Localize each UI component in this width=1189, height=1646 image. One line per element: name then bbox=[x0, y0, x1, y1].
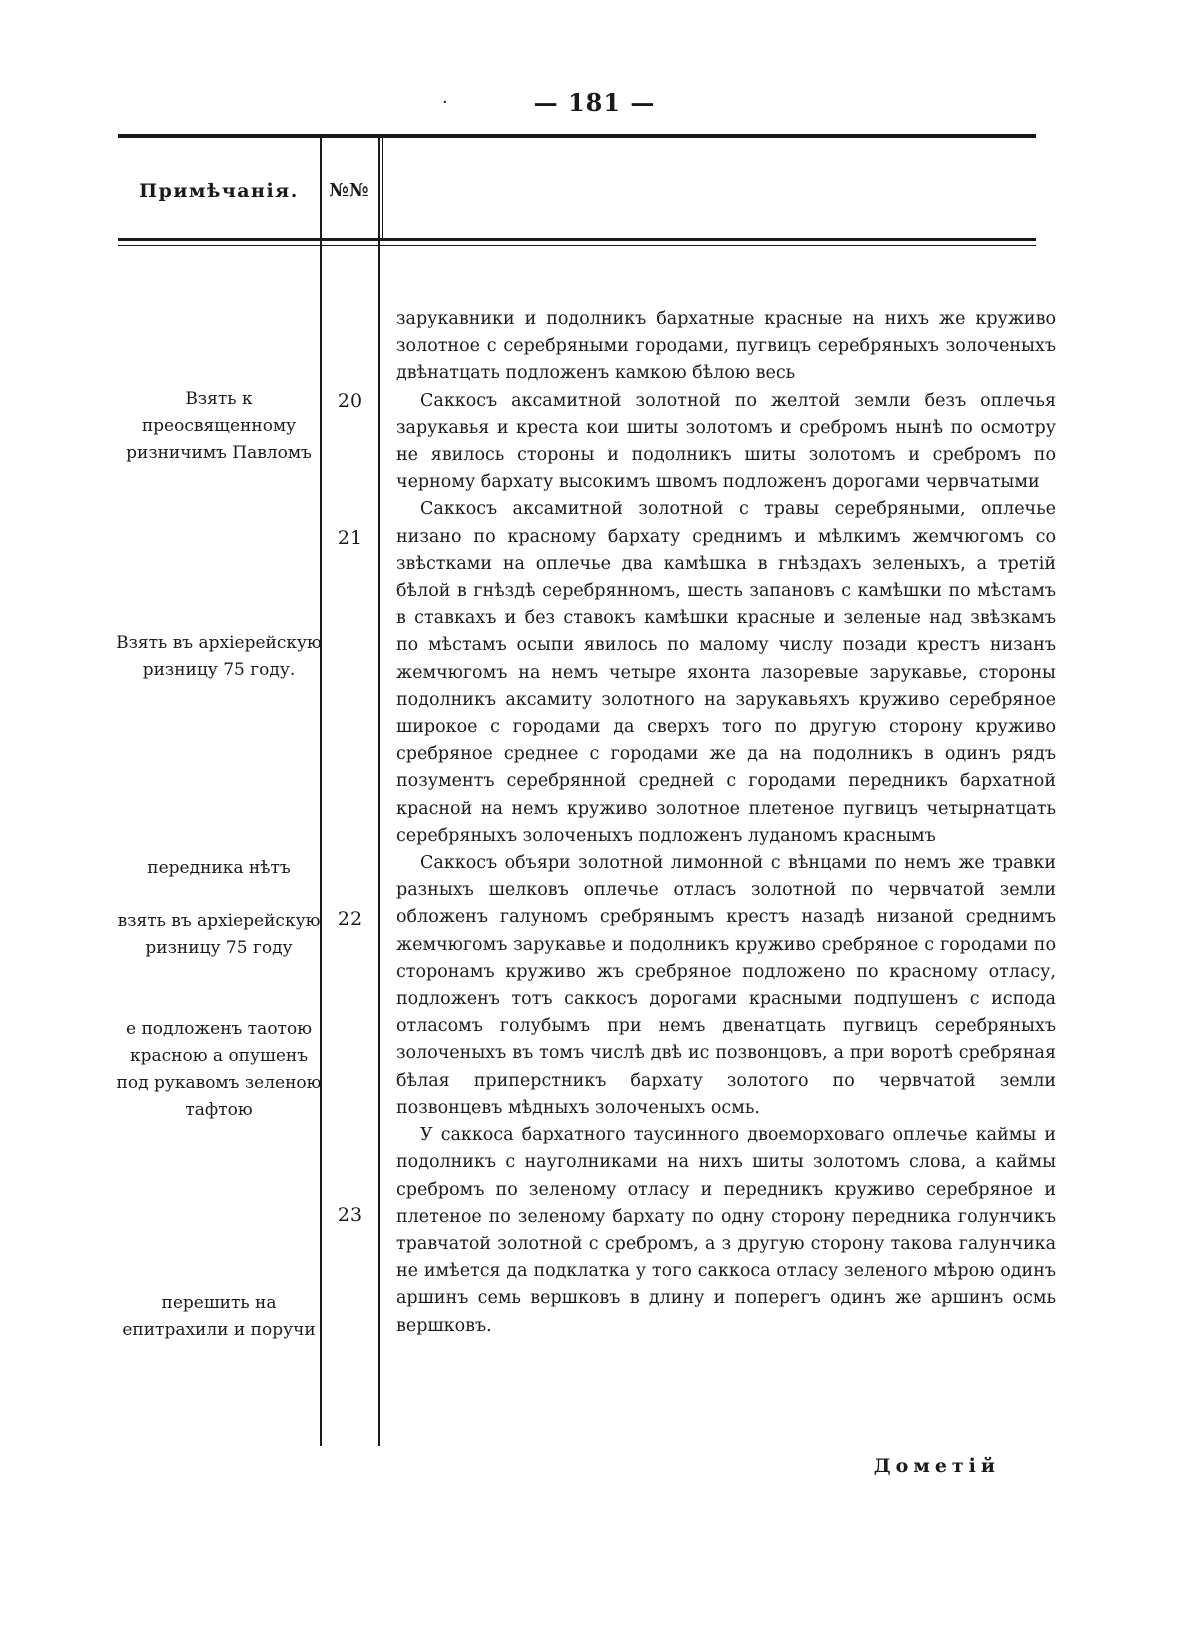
paragraph: Саккосъ объяри золотной лимонной с вѣнцами по немъ же травки разныхъ шелковъ оплечье отласъ золотной по червчатой земли обложенъ галуномъ сребрянымъ крестъ назадѣ низаной среднимъ жемчюгомъ зарукавье и подолникъ круживо сребряное с городами по сторонамъ круживо жъ сребряное подложено по красному отласу, подложенъ тотъ саккосъ дорогами красными подпушенъ с испода отласомъ голубымъ при немъ двенатцать пугвицъ серебряныхъ золоченыхъ въ томъ числѣ двѣ ис позвонцовъ, а при воротѣ сребряная бѣлая приперстникъ бархату золотого по червчатой земли позвонцевъ мѣдныхъ золоченыхъ осмь. bbox=[396, 853, 1056, 1118]
note-item: Взять к преосвященному ризничимъ Павломъ bbox=[126, 389, 312, 463]
column-divider-numbers bbox=[378, 138, 380, 1446]
paragraph: зарукавники и подолникъ бархатные красные на нихъ же круживо золотное с серебряными городами, пугвицъ серебряныхъ золоченыхъ двѣнатцать подложенъ камкою бѣлою весь bbox=[396, 309, 1056, 384]
column-divider-notes bbox=[320, 138, 322, 1446]
item-number: 23 bbox=[337, 1204, 363, 1226]
note-item: перешить на епитрахили и поручи bbox=[122, 1293, 316, 1340]
note-item: взять въ архіерейскую ризницу 75 году bbox=[117, 911, 321, 958]
note-item: передника нѣтъ bbox=[147, 858, 291, 878]
signature: Дометій bbox=[873, 1455, 1000, 1477]
header-rule-thin bbox=[118, 245, 1036, 246]
column-divider-numbers-inner bbox=[382, 138, 383, 240]
header-rule-thick bbox=[118, 238, 1036, 241]
page-number: — 181 — bbox=[533, 88, 656, 117]
note-item: Взять въ архіерейскую ризницу 75 году. bbox=[116, 633, 322, 680]
item-number: 22 bbox=[337, 908, 363, 930]
item-number: 21 bbox=[337, 527, 363, 549]
paragraph: Саккосъ аксамитной золотной по желтой земли безъ оплечья зарукавья и креста кои шиты золотомъ и сребромъ нынѣ по осмотру не явилось стороны и подолникъ шиты золотомъ и сребромъ по черному бархату высокимъ швомъ подложенъ дорогами червчатыми bbox=[396, 390, 1056, 493]
paragraph: Саккосъ аксамитной золотной с травы серебряными, оплечье низано по красному бархату среднимъ и мѣлкимъ жемчюгомъ со звѣстками на оплечье два камѣшка в гнѣздахъ зеленыхъ, а третій бѣлой в гнѣздѣ серебрянномъ, шесть запановъ с камѣшки по мѣстамъ в ставкахъ и без ставокъ камѣшки красные и зеленые над звѣзкамъ по мѣстамъ осыпи явилось по малому числу позади крестъ низанъ жемчюгомъ на немъ четыре яхонта лазоревые зарукавье, стороны подолникъ аксамиту золотного на зарукавьяхъ круживо серебряное широкое с городами да сверхъ того по другую сторону круживо сребряное среднее с городами же да на подолникъ в одинъ рядъ позументъ серебрянной средней с городами передникъ бархатной красной на немъ круживо золотное плетеное пугвицъ четырнатцать серебряныхъ золоченыхъ подложенъ луданомъ краснымъ bbox=[396, 499, 1056, 846]
note-item: е подложенъ таотою красною а опушенъ под рукавомъ зеленою тафтою bbox=[116, 1019, 322, 1120]
body-text bbox=[396, 306, 1056, 1340]
header-notes-label: Примѣчанія. bbox=[139, 180, 299, 202]
item-number: 20 bbox=[337, 390, 363, 412]
speck-mark: · bbox=[442, 92, 448, 113]
header-number-label: №№ bbox=[329, 180, 369, 201]
paragraph: У саккоса бархатного таусинного двоеморховаго оплечье каймы и подолникъ с науголниками на нихъ шиты золотомъ слова, а каймы сребромъ по зеленому отласу и передникъ круживо серебряное и плетеное по зеленому бархату по одну сторону передника голунчикъ травчатой золотной с сребромъ, а з другую сторону такова галунчика не имѣется да подклатка у того саккоса отласу зеленого мѣрою одинъ аршинъ семь вершковъ в длину и поперегъ одинъ же аршинъ осмь вершковъ. bbox=[396, 1125, 1056, 1336]
top-rule bbox=[118, 134, 1036, 138]
